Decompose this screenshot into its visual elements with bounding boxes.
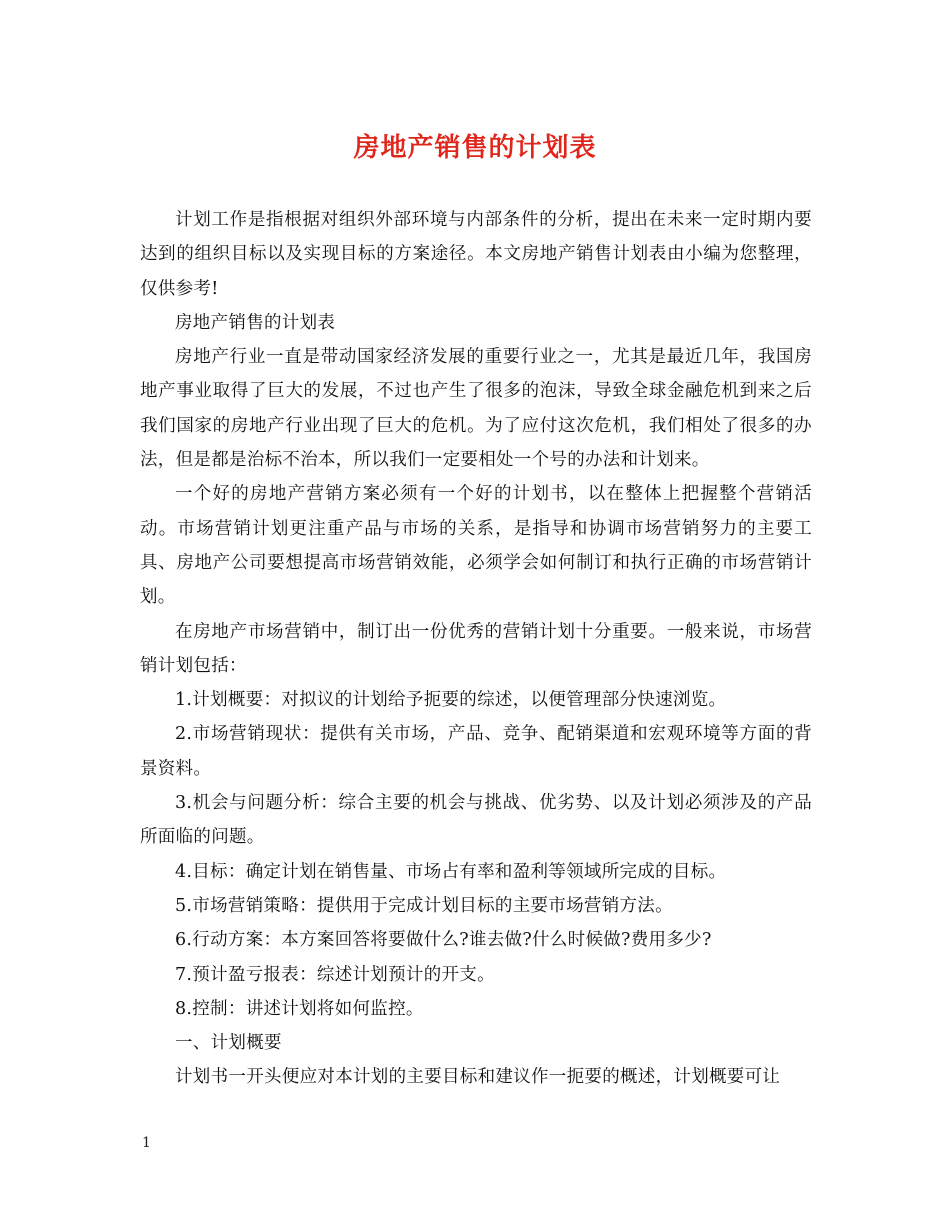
list-item: 8.控制：讲述计划将如何监控。	[175, 998, 424, 1019]
list-item: 2.市场营销现状：提供有关市场，产品、竞争、配销渠道和宏观环境等方面的背景资料。	[140, 724, 812, 779]
paragraph: 一个好的房地产营销方案必须有一个好的计划书，以在整体上把握整个营销活动。市场营销计划更注重产品与市场的关系，是指导和协调市场营销努力的主要工具、房地产公司要想提高市场营销效能，必须学会如何制订和执行正确的市场营销计划。	[140, 484, 812, 608]
section-heading: 一、计划概要	[175, 1033, 282, 1054]
list-item: 4.目标：确定计划在销售量、市场占有率和盈利等领域所完成的目标。	[175, 861, 727, 882]
paragraph: 计划工作是指根据对组织外部环境与内部条件的分析，提出在未来一定时期内要达到的组织目标以及实现目标的方案途径。本文房地产销售计划表由小编为您整理，仅供参考!	[140, 210, 812, 299]
list-item: 1.计划概要：对拟议的计划给予扼要的综述，以便管理部分快速浏览。	[175, 690, 727, 711]
list-item: 7.预计盈亏报表：综述计划预计的开支。	[175, 964, 495, 985]
page-number: 1	[142, 1135, 151, 1151]
paragraph: 房地产行业一直是带动国家经济发展的重要行业之一，尤其是最近几年，我国房地产事业取得了巨大的发展，不过也产生了很多的泡沫，导致全球金融危机到来之后我们国家的房地产行业出现了巨大的危机。为了应付这次危机，我们相处了很多的办法，但是都是治标不治本，所以我们一定要相处一个号的办法和计划来。	[140, 347, 812, 471]
list-item: 5.市场营销策略：提供用于完成计划目标的主要市场营销方法。	[175, 895, 673, 916]
paragraph: 房地产销售的计划表	[175, 312, 336, 333]
paragraph: 在房地产市场营销中，制订出一份优秀的营销计划十分重要。一般来说，市场营销计划包括：	[140, 621, 812, 676]
list-item: 6.行动方案：本方案回答将要做什么?谁去做?什么时候做?费用多少?	[175, 930, 712, 951]
document-body	[140, 203, 812, 1095]
list-item: 3.机会与问题分析：综合主要的机会与挑战、优劣势、以及计划必须涉及的产品所面临的问题。	[140, 793, 812, 848]
paragraph: 计划书一开头便应对本计划的主要目标和建议作一扼要的概述，计划概要可让	[175, 1067, 781, 1088]
document-title: 房地产销售的计划表	[353, 133, 597, 163]
